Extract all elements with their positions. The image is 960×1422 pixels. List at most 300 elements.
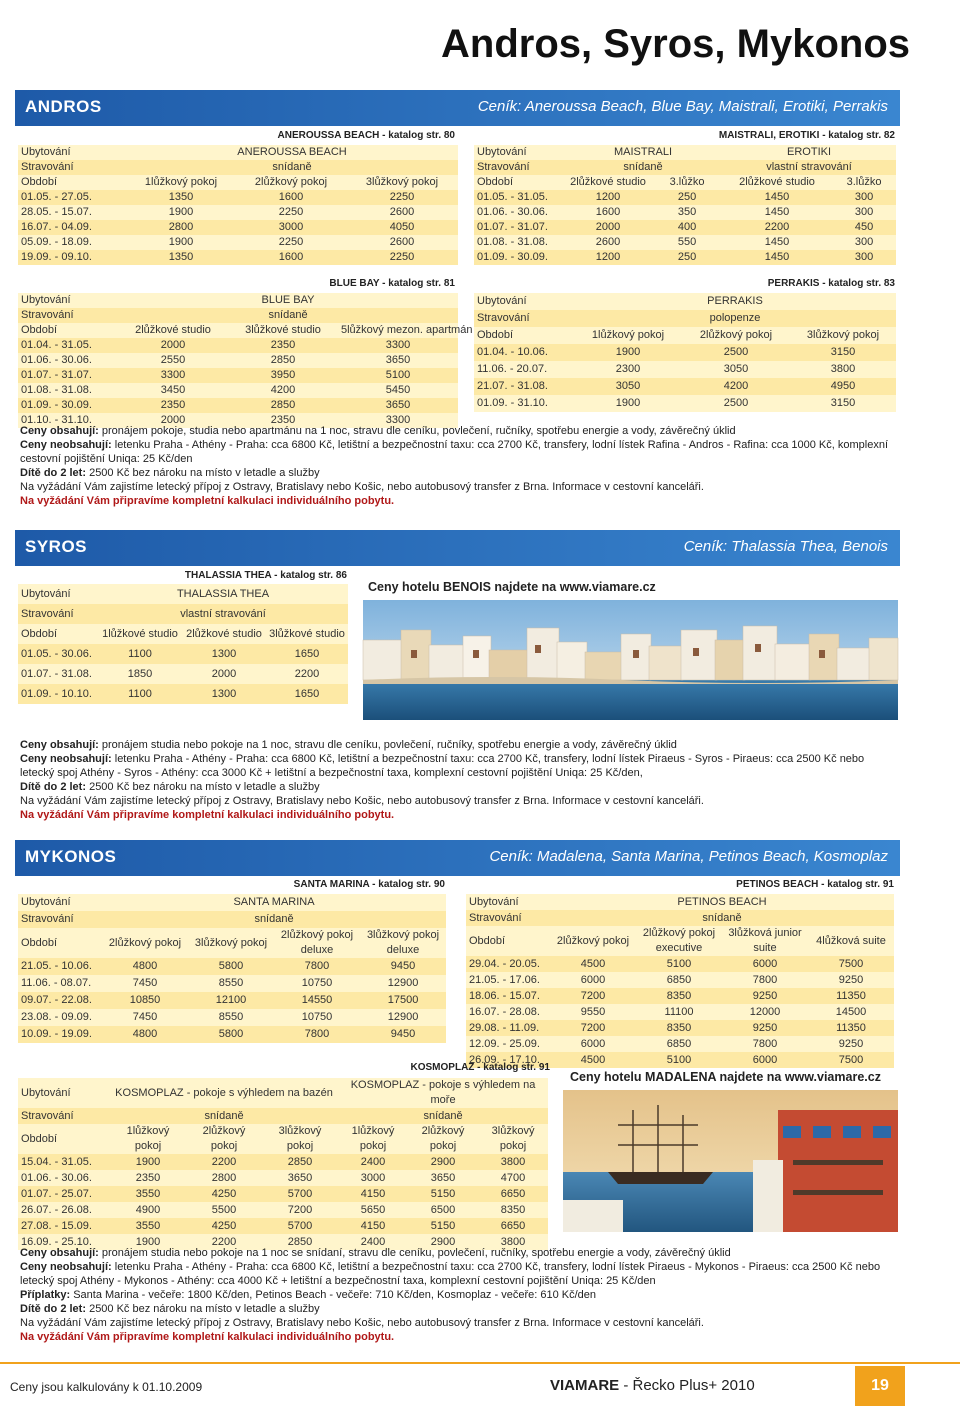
syros-dite-label: Dítě do 2 let: xyxy=(20,781,87,793)
mykonos-neobsahuji-label: Ceny neobsahují: xyxy=(20,1261,112,1273)
santa-row xyxy=(18,911,446,928)
aneroussa-row-label: 16.07. - 04.09. xyxy=(18,220,126,235)
perrakis-cell: 2300 xyxy=(574,361,682,378)
santa-cell: 8550 xyxy=(188,975,274,992)
perrakis-cell: PERRAKIS xyxy=(574,293,896,310)
maistrali-row-label: 01.07. - 31.07. xyxy=(474,220,564,235)
mykonos-priplatky: Santa Marina - večeře: 1800 Kč/den, Petinos Beach - večeře: 710 Kč/den, Kosmoplaz - večeře: 610 Kč/den xyxy=(70,1289,596,1301)
perrakis-cell: 2500 xyxy=(682,395,790,412)
santa-cell: 7450 xyxy=(102,1009,188,1026)
petinos-cell: 5100 xyxy=(636,956,722,972)
kosmoplaz-cell: 2200 xyxy=(186,1234,262,1250)
maistrali-cell: 350 xyxy=(652,205,722,220)
bluebay-cell: 2350 xyxy=(118,398,228,413)
petinos-cell: 11350 xyxy=(808,988,894,1004)
thalassia-cell: 2000 xyxy=(182,664,266,684)
maistrali-cell: 300 xyxy=(832,190,896,205)
kosmoplaz-row xyxy=(18,1202,548,1218)
kosmoplaz-cell: 5700 xyxy=(262,1186,338,1202)
andros-header-bar xyxy=(15,90,900,126)
santa-row xyxy=(18,958,446,975)
andros-obsahuji-label: Ceny obsahují: xyxy=(20,425,99,437)
kosmoplaz-row xyxy=(18,1124,548,1154)
santa-cell: 10850 xyxy=(102,992,188,1009)
maistrali-cell: 250 xyxy=(652,250,722,265)
aneroussa-row xyxy=(18,220,458,235)
thalassia-row xyxy=(18,644,348,664)
maistrali-cell: 1200 xyxy=(564,250,652,265)
petinos-cell: 9250 xyxy=(722,988,808,1004)
kosmoplaz-cell: 2lůžkový pokoj xyxy=(408,1124,478,1154)
footer-brand-name: VIAMARE xyxy=(550,1377,620,1394)
maistrali-row-label: Ubytování xyxy=(474,145,564,160)
santa-row xyxy=(18,1009,446,1026)
maistrali-row xyxy=(474,235,896,250)
maistrali-cell: 400 xyxy=(652,220,722,235)
andros-dite-label: Dítě do 2 let: xyxy=(20,467,87,479)
kosmoplaz-row-label: Ubytování xyxy=(18,1078,110,1108)
santa-cell: 2lůžkový pokoj deluxe xyxy=(274,928,360,958)
santa-row-label: Stravování xyxy=(18,911,102,928)
maistrali-row-label: 01.05. - 31.05. xyxy=(474,190,564,205)
perrakis-row-label: 21.07. - 31.08. xyxy=(474,378,574,395)
mykonos-title: MYKONOS xyxy=(25,847,117,866)
petinos-row xyxy=(466,972,894,988)
petinos-cell: 8350 xyxy=(636,1020,722,1036)
kosmoplaz-cell: 2lůžkový pokoj xyxy=(186,1124,262,1154)
aneroussa-cell: 3lůžkový pokoj xyxy=(346,175,458,190)
petinos-cell: 9250 xyxy=(808,972,894,988)
petinos-cell: 7200 xyxy=(550,988,636,1004)
santa-row xyxy=(18,928,446,958)
petinos-row xyxy=(466,926,894,956)
petinos-cell: 2lůžkový pokoj xyxy=(550,926,636,956)
aneroussa-cell: 3000 xyxy=(236,220,346,235)
santa-cell: 7800 xyxy=(274,958,360,975)
maistrali-row xyxy=(474,175,896,190)
bluebay-row-label: 01.08. - 31.08. xyxy=(18,383,118,398)
thalassia-cell: 1300 xyxy=(182,644,266,664)
petinos-cell: PETINOS BEACH xyxy=(550,894,894,910)
bluebay-row-label: 01.10. - 31.10. xyxy=(18,413,118,428)
thalassia-row-label: 01.07. - 31.08. xyxy=(18,664,98,684)
kosmoplaz-cell: 7200 xyxy=(262,1202,338,1218)
petinos-cell: 4500 xyxy=(550,1052,636,1068)
perrakis-cell: 2500 xyxy=(682,344,790,361)
petinos-cell: 9250 xyxy=(722,1020,808,1036)
thalassia-row xyxy=(18,604,348,624)
syros-neobsahuji-label: Ceny neobsahují: xyxy=(20,753,112,765)
perrakis-price-table xyxy=(474,293,896,412)
perrakis-row-label: 11.06. - 20.07. xyxy=(474,361,574,378)
petinos-cell: 7500 xyxy=(808,1052,894,1068)
aneroussa-cell: ANEROUSSA BEACH xyxy=(126,145,458,160)
maistrali-cell: 2lůžkové studio xyxy=(722,175,832,190)
bluebay-cell: 3300 xyxy=(338,413,458,428)
mykonos-header-bar xyxy=(15,840,900,876)
maistrali-cell: 2000 xyxy=(564,220,652,235)
aneroussa-row xyxy=(18,250,458,265)
petinos-row-label: 18.06. - 15.07. xyxy=(466,988,550,1004)
perrakis-cell: 3050 xyxy=(574,378,682,395)
petinos-cell: 2lůžkový pokoj executive xyxy=(636,926,722,956)
bluebay-cell: 2350 xyxy=(228,413,338,428)
thalassia-cell: THALASSIA THEA xyxy=(98,584,348,604)
kosmoplaz-cell: 5700 xyxy=(262,1218,338,1234)
perrakis-row-label: Ubytování xyxy=(474,293,574,310)
kosmoplaz-cell: 2850 xyxy=(262,1154,338,1170)
bluebay-row xyxy=(18,338,458,353)
santa-cell: SANTA MARINA xyxy=(102,894,446,911)
petinos-row-label: 21.05. - 17.06. xyxy=(466,972,550,988)
petinos-cell: 14500 xyxy=(808,1004,894,1020)
kosmoplaz-row xyxy=(18,1154,548,1170)
thalassia-row-label: Stravování xyxy=(18,604,98,624)
aneroussa-row-label: 01.05. - 27.05. xyxy=(18,190,126,205)
kosmoplaz-cell: 3650 xyxy=(262,1170,338,1186)
petinos-cell: 7800 xyxy=(722,972,808,988)
santa-marina-price-table xyxy=(18,894,446,1043)
kosmoplaz-cell: 1900 xyxy=(110,1154,186,1170)
maistrali-cell: 1450 xyxy=(722,250,832,265)
santa-row-label: 23.08. - 09.09. xyxy=(18,1009,102,1026)
thalassia-cell: 2lůžkové studio xyxy=(182,624,266,644)
aneroussa-cell: 2lůžkový pokoj xyxy=(236,175,346,190)
kosmoplaz-cell: 5150 xyxy=(408,1218,478,1234)
perrakis-row-label: Období xyxy=(474,327,574,344)
aneroussa-cell: 2600 xyxy=(346,235,458,250)
petinos-cell: 11350 xyxy=(808,1020,894,1036)
petinos-cell: 11100 xyxy=(636,1004,722,1020)
aneroussa-cell: snídaně xyxy=(126,160,458,175)
kosmoplaz-catalog: KOSMOPLAZ - katalog str. 91 xyxy=(410,1062,550,1073)
kosmoplaz-row xyxy=(18,1170,548,1186)
petinos-row xyxy=(466,988,894,1004)
bluebay-cell: BLUE BAY xyxy=(118,293,458,308)
aneroussa-cell: 1900 xyxy=(126,235,236,250)
kosmoplaz-row-label: 15.04. - 31.05. xyxy=(18,1154,110,1170)
mykonos-pricelist-title: Ceník: Madalena, Santa Marina, Petinos Beach, Kosmoplaz xyxy=(489,848,888,865)
kosmoplaz-row xyxy=(18,1108,548,1124)
aneroussa-cell: 2800 xyxy=(126,220,236,235)
petinos-row-label: Období xyxy=(466,926,550,956)
santa-cell: 7450 xyxy=(102,975,188,992)
santa-row-label: Období xyxy=(18,928,102,958)
kosmoplaz-cell: 2900 xyxy=(408,1154,478,1170)
kosmoplaz-cell: 8350 xyxy=(478,1202,548,1218)
andros-title: ANDROS xyxy=(25,97,102,116)
petinos-row-label: 12.09. - 25.09. xyxy=(466,1036,550,1052)
perrakis-cell: 4950 xyxy=(790,378,896,395)
bluebay-row xyxy=(18,368,458,383)
maistrali-cell: 1450 xyxy=(722,205,832,220)
mykonos-priplatky-label: Příplatky: xyxy=(20,1289,71,1301)
petinos-row xyxy=(466,956,894,972)
kosmoplaz-cell: 6500 xyxy=(408,1202,478,1218)
andros-neobsahuji-label: Ceny neobsahují: xyxy=(20,439,112,451)
maistrali-cell: 3.lůžko xyxy=(832,175,896,190)
maistrali-cell: snídaně xyxy=(564,160,722,175)
petinos-row xyxy=(466,910,894,926)
maistrali-price-table xyxy=(474,145,896,265)
maistrali-row-label: 01.06. - 30.06. xyxy=(474,205,564,220)
maistrali-cell: 300 xyxy=(832,235,896,250)
petinos-cell: 4500 xyxy=(550,956,636,972)
petinos-cell: 5100 xyxy=(636,1052,722,1068)
petinos-row-label: 29.04. - 20.05. xyxy=(466,956,550,972)
petinos-cell: 6000 xyxy=(722,1052,808,1068)
bluebay-row xyxy=(18,293,458,308)
kosmoplaz-cell: 1lůžkový pokoj xyxy=(338,1124,408,1154)
maistrali-row xyxy=(474,145,896,160)
petinos-row-label: 29.08. - 11.09. xyxy=(466,1020,550,1036)
kosmoplaz-cell: 4150 xyxy=(338,1186,408,1202)
bluebay-row-label: 01.09. - 30.09. xyxy=(18,398,118,413)
kosmoplaz-row xyxy=(18,1186,548,1202)
aneroussa-cell: 1600 xyxy=(236,250,346,265)
thalassia-row-label: Ubytování xyxy=(18,584,98,604)
maistrali-cell: 2lůžkové studio xyxy=(564,175,652,190)
kosmoplaz-cell: 3550 xyxy=(110,1186,186,1202)
thalassia-row-label: 01.09. - 10.10. xyxy=(18,684,98,704)
bluebay-cell: 5100 xyxy=(338,368,458,383)
bluebay-cell: 3950 xyxy=(228,368,338,383)
petinos-cell: 6850 xyxy=(636,1036,722,1052)
kosmoplaz-cell: 3800 xyxy=(478,1234,548,1250)
petinos-cell: 7200 xyxy=(550,1020,636,1036)
aneroussa-cell: 1350 xyxy=(126,190,236,205)
thalassia-row xyxy=(18,624,348,644)
bluebay-cell: 3300 xyxy=(118,368,228,383)
footer-divider xyxy=(0,1362,960,1364)
aneroussa-cell: 4050 xyxy=(346,220,458,235)
petinos-cell: 6000 xyxy=(550,1036,636,1052)
mykonos-obsahuji-label: Ceny obsahují: xyxy=(20,1247,99,1259)
andros-vyzadani: Na vyžádání Vám zajistíme letecký přípoj z Ostravy, Bratislavy nebo Košic, nebo autobusový transfer z Brna. Informace v cestovní kanceláři. xyxy=(20,481,704,493)
maistrali-cell: 300 xyxy=(832,250,896,265)
aneroussa-price-table xyxy=(18,145,458,265)
kosmoplaz-cell: 6650 xyxy=(478,1186,548,1202)
santa-cell: 12900 xyxy=(360,1009,446,1026)
santa-row-label: 10.09. - 19.09. xyxy=(18,1026,102,1043)
petinos-cell: 6850 xyxy=(636,972,722,988)
maistrali-cell: 1450 xyxy=(722,190,832,205)
kosmoplaz-cell: 2200 xyxy=(186,1154,262,1170)
maistrali-cell: 550 xyxy=(652,235,722,250)
bluebay-row xyxy=(18,398,458,413)
perrakis-cell: 1900 xyxy=(574,344,682,361)
syros-notes xyxy=(20,738,900,822)
petinos-row xyxy=(466,1004,894,1020)
aneroussa-row xyxy=(18,160,458,175)
perrakis-row xyxy=(474,310,896,327)
bluebay-cell: 2850 xyxy=(228,398,338,413)
kosmoplaz-row-label: 26.07. - 26.08. xyxy=(18,1202,110,1218)
kosmoplaz-cell: 5500 xyxy=(186,1202,262,1218)
kosmoplaz-cell: 2400 xyxy=(338,1154,408,1170)
andros-neobsahuji: letenku Praha - Athény - Praha: cca 6800 Kč, letištní a bezpečnostní taxu: cca 2700 Kč, transfery, lodní lístek Rafina - Andros - Rafina: cca 1000 Kč, komplexní cestovní pojištění Uniqa: 25 Kč/den xyxy=(20,439,889,465)
kosmoplaz-cell: 4250 xyxy=(186,1218,262,1234)
footer-catalog-name: - Řecko Plus+ 2010 xyxy=(619,1377,755,1394)
petinos-cell: 3lůžková junior suite xyxy=(722,926,808,956)
perrakis-row xyxy=(474,327,896,344)
thalassia-cell: 1300 xyxy=(182,684,266,704)
santa-row-label: Ubytování xyxy=(18,894,102,911)
santa-marina-catalog: SANTA MARINA - katalog str. 90 xyxy=(293,879,445,890)
kosmoplaz-cell: 2800 xyxy=(186,1170,262,1186)
kosmoplaz-cell: 4900 xyxy=(110,1202,186,1218)
bluebay-cell: 3650 xyxy=(338,398,458,413)
santa-cell: 9450 xyxy=(360,1026,446,1043)
santa-row xyxy=(18,1026,446,1043)
perrakis-row-label: Stravování xyxy=(474,310,574,327)
kosmoplaz-cell: KOSMOPLAZ - pokoje s výhledem na moře xyxy=(338,1078,548,1108)
petinos-cell: 12000 xyxy=(722,1004,808,1020)
kosmoplaz-cell: 5150 xyxy=(408,1186,478,1202)
bluebay-cell: 2850 xyxy=(228,353,338,368)
kosmoplaz-price-table xyxy=(18,1078,548,1250)
aneroussa-row xyxy=(18,235,458,250)
aneroussa-cell: 1600 xyxy=(236,190,346,205)
andros-kalkulace: Na vyžádání Vám připravíme kompletní kalkulaci individuálního pobytu. xyxy=(20,495,395,507)
thalassia-row-label: Období xyxy=(18,624,98,644)
santa-cell: 14550 xyxy=(274,992,360,1009)
andros-pricelist-title: Ceník: Aneroussa Beach, Blue Bay, Maistrali, Erotiki, Perrakis xyxy=(477,98,888,115)
santa-cell: 3lůžkový pokoj xyxy=(188,928,274,958)
kosmoplaz-cell: 3000 xyxy=(338,1170,408,1186)
santa-cell: 8550 xyxy=(188,1009,274,1026)
petinos-cell: 9550 xyxy=(550,1004,636,1020)
aneroussa-cell: 2250 xyxy=(346,250,458,265)
petinos-row xyxy=(466,894,894,910)
maistrali-cell: 1450 xyxy=(722,235,832,250)
bluebay-row xyxy=(18,323,458,338)
bluebay-row-label: Ubytování xyxy=(18,293,118,308)
bluebay-row-label: 01.07. - 31.07. xyxy=(18,368,118,383)
santa-cell: 10750 xyxy=(274,1009,360,1026)
santa-row xyxy=(18,894,446,911)
bluebay-row-label: Stravování xyxy=(18,308,118,323)
petinos-cell: 4lůžková suite xyxy=(808,926,894,956)
santa-cell: 12100 xyxy=(188,992,274,1009)
perrakis-cell: 3lůžkový pokoj xyxy=(790,327,896,344)
santa-cell: 17500 xyxy=(360,992,446,1009)
santa-cell: 9450 xyxy=(360,958,446,975)
santa-cell: 2lůžkový pokoj xyxy=(102,928,188,958)
maistrali-row-label: Období xyxy=(474,175,564,190)
perrakis-row xyxy=(474,293,896,310)
petinos-row-label: 26.09. - 17.10. xyxy=(466,1052,550,1068)
aneroussa-row-label: Období xyxy=(18,175,126,190)
petinos-row xyxy=(466,1020,894,1036)
santa-cell: 3lůžkový pokoj deluxe xyxy=(360,928,446,958)
maistrali-row xyxy=(474,205,896,220)
aneroussa-row xyxy=(18,190,458,205)
mykonos-kalkulace: Na vyžádání Vám připravíme kompletní kalkulaci individuálního pobytu. xyxy=(20,1331,395,1343)
maistrali-row xyxy=(474,220,896,235)
windmill-sunset-photo xyxy=(563,1090,898,1232)
kosmoplaz-cell: snídaně xyxy=(110,1108,338,1124)
maistrali-cell: 300 xyxy=(832,205,896,220)
andros-dite: 2500 Kč bez nároku na místo v letadle a služby xyxy=(86,467,320,479)
petinos-row xyxy=(466,1036,894,1052)
maistrali-cell: 2600 xyxy=(564,235,652,250)
maistrali-cell: 450 xyxy=(832,220,896,235)
thalassia-catalog: THALASSIA THEA - katalog str. 86 xyxy=(184,570,347,581)
kosmoplaz-cell: 2900 xyxy=(408,1234,478,1250)
kosmoplaz-row-label: 01.06. - 30.06. xyxy=(18,1170,110,1186)
aneroussa-row-label: 05.09. - 18.09. xyxy=(18,235,126,250)
kosmoplaz-cell: 3650 xyxy=(408,1170,478,1186)
syros-title: SYROS xyxy=(25,537,88,556)
petinos-cell: 9250 xyxy=(808,1036,894,1052)
bluebay-cell: 4200 xyxy=(228,383,338,398)
petinos-cell: 6000 xyxy=(722,956,808,972)
santa-cell: snídaně xyxy=(102,911,446,928)
mykonos-dite: 2500 Kč bez nároku na místo v letadle a služby xyxy=(86,1303,320,1315)
bluebay-price-table xyxy=(18,293,473,428)
bluebay-cell: 2550 xyxy=(118,353,228,368)
aneroussa-cell: 1lůžkový pokoj xyxy=(126,175,236,190)
bluebay-row xyxy=(18,353,458,368)
footer-brand xyxy=(550,1377,755,1394)
maistrali-row-label: 01.09. - 30.09. xyxy=(474,250,564,265)
perrakis-cell: 1lůžkový pokoj xyxy=(574,327,682,344)
santa-row xyxy=(18,975,446,992)
maistrali-cell: MAISTRALI xyxy=(564,145,722,160)
kosmoplaz-cell: 4700 xyxy=(478,1170,548,1186)
thalassia-cell: 1850 xyxy=(98,664,182,684)
perrakis-cell: 2lůžkový pokoj xyxy=(682,327,790,344)
mykonos-dite-label: Dítě do 2 let: xyxy=(20,1303,87,1315)
santa-row-label: 09.07. - 22.08. xyxy=(18,992,102,1009)
maistrali-row xyxy=(474,190,896,205)
petinos-row-label: Ubytování xyxy=(466,894,550,910)
perrakis-row-label: 01.09. - 31.10. xyxy=(474,395,574,412)
petinos-cell: snídaně xyxy=(550,910,894,926)
kosmoplaz-row-label: 27.08. - 15.09. xyxy=(18,1218,110,1234)
santa-row xyxy=(18,992,446,1009)
thalassia-price-table xyxy=(18,584,348,704)
footer-calc-date: Ceny jsou kalkulovány k 01.10.2009 xyxy=(10,1380,203,1394)
santa-cell: 4800 xyxy=(102,958,188,975)
syros-obsahuji: pronájem studia nebo pokoje na 1 noc, stravu dle ceníku, povlečení, ručníky, spotřebu energie a vody, závěrečný úklid xyxy=(98,739,677,751)
perrakis-row xyxy=(474,395,896,412)
santa-cell: 12900 xyxy=(360,975,446,992)
aneroussa-row-label: 19.09. - 09.10. xyxy=(18,250,126,265)
mykonos-notes xyxy=(20,1246,900,1344)
mykonos-neobsahuji: letenku Praha - Athény - Praha: cca 6800 Kč, letištní a bezpečnostní taxu: cca 2700 Kč, transfery, lodní lístek Piraeus - Mykonos - Piraeus: cca 2500 Kč nebo letecký spoj Athény - Mykonos - Athény: cca 4000 Kč + letištní a bezpečnostní taxa, komplexní cestovní pojištění Uniqa: 25 Kč/den xyxy=(20,1261,881,1287)
kosmoplaz-cell: 3550 xyxy=(110,1218,186,1234)
bluebay-cell: snídaně xyxy=(118,308,458,323)
perrakis-cell: 1900 xyxy=(574,395,682,412)
syros-dite: 2500 Kč bez nároku na místo v letadle a služby xyxy=(86,781,320,793)
petinos-row-label: 16.07. - 28.08. xyxy=(466,1004,550,1020)
aneroussa-cell: 2250 xyxy=(346,190,458,205)
perrakis-row xyxy=(474,378,896,395)
perrakis-row xyxy=(474,344,896,361)
kosmoplaz-cell: 4250 xyxy=(186,1186,262,1202)
bluebay-catalog: BLUE BAY - katalog str. 81 xyxy=(329,278,455,289)
santa-row-label: 11.06. - 08.07. xyxy=(18,975,102,992)
aneroussa-cell: 1350 xyxy=(126,250,236,265)
kosmoplaz-row-label: 16.09. - 25.10. xyxy=(18,1234,110,1250)
petinos-price-table xyxy=(466,894,894,1068)
bluebay-cell: 2000 xyxy=(118,338,228,353)
maistrali-catalog: MAISTRALI, EROTIKI - katalog str. 82 xyxy=(718,130,895,141)
syros-kalkulace: Na vyžádání Vám připravíme kompletní kalkulaci individuálního pobytu. xyxy=(20,809,395,821)
kosmoplaz-row xyxy=(18,1078,548,1108)
